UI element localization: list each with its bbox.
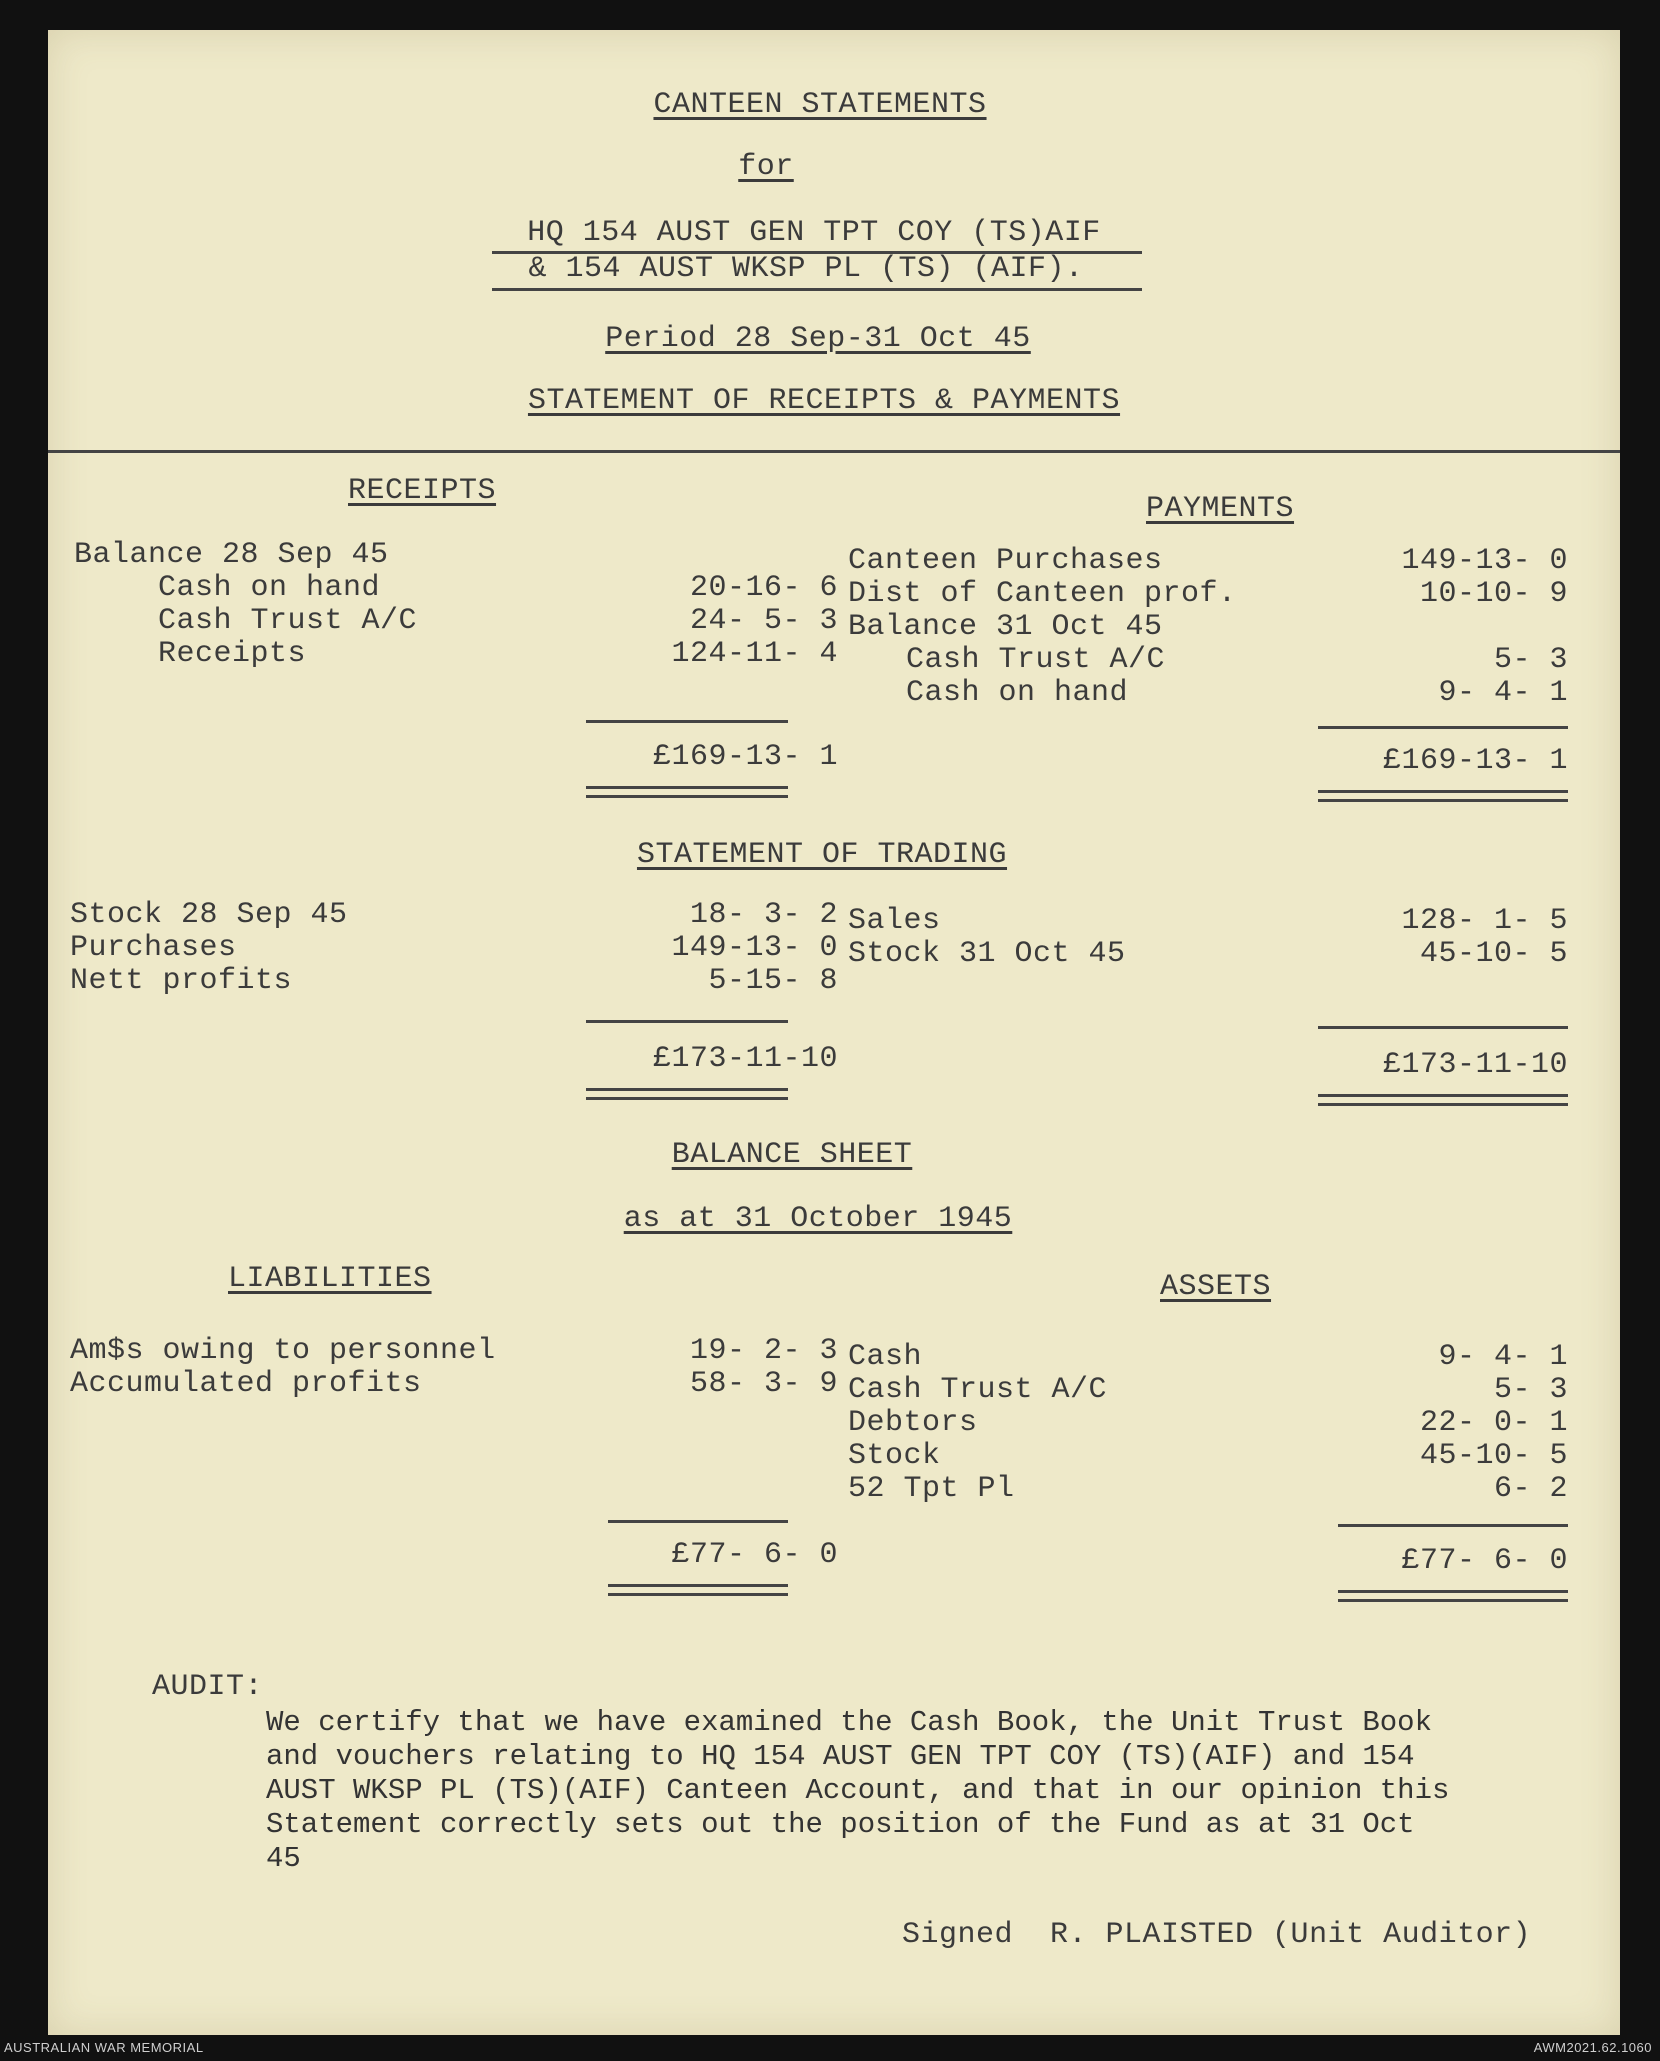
for-line: for — [738, 150, 794, 184]
receipts-row-amount: 20-16- 6 — [689, 571, 838, 605]
liabilities-row-amount: 58- 3- 9 — [689, 1367, 838, 1401]
receipts-total: £169-13- 1 — [652, 740, 838, 774]
trading-left-total-double-rule — [586, 1088, 788, 1100]
auditor-signature-line: Signed R. PLAISTED (Unit Auditor) — [902, 1918, 1532, 1952]
trading-left-subtotal-rule — [586, 1020, 788, 1023]
liabilities-row-amount: 19- 2- 3 — [689, 1334, 838, 1368]
liabilities-total: £77- 6- 0 — [671, 1538, 838, 1572]
trading-left-amount: 5-15- 8 — [708, 964, 838, 998]
section-title-balance-sheet: BALANCE SHEET — [671, 1138, 913, 1172]
audit-text-line: and vouchers relating to HQ 154 AUST GEN TPT COY (TS)(AIF) and 154 — [266, 1740, 1415, 1773]
receipts-subtotal-rule — [586, 720, 788, 723]
trading-right-amount: 128- 1- 5 — [1401, 904, 1568, 938]
section-title-receipts-payments: STATEMENT OF RECEIPTS & PAYMENTS — [527, 384, 1121, 418]
assets-subtotal-rule — [1338, 1524, 1568, 1527]
trading-left-amount: 18- 3- 2 — [689, 898, 838, 932]
audit-text-line: We certify that we have examined the Cash Book, the Unit Trust Book — [266, 1706, 1432, 1739]
assets-total-double-rule — [1338, 1590, 1568, 1602]
payments-row-label: Canteen Purchases — [848, 544, 1163, 578]
assets-row-amount: 6- 2 — [1493, 1472, 1568, 1506]
receipts-row-label: Cash Trust A/C — [158, 604, 418, 638]
assets-row-label: Cash — [848, 1340, 923, 1374]
assets-row-label: Cash Trust A/C — [848, 1373, 1108, 1407]
trading-left-label: Nett profits — [70, 964, 293, 998]
receipts-heading: RECEIPTS — [348, 474, 497, 508]
payments-heading: PAYMENTS — [1146, 492, 1295, 526]
trading-right-total: £173-11-10 — [1382, 1048, 1568, 1082]
receipts-row-label: Cash on hand — [158, 571, 381, 605]
liabilities-row-label: Am$s owing to personnel — [70, 1334, 496, 1368]
liabilities-row-label: Accumulated profits — [70, 1367, 422, 1401]
trading-right-label: Sales — [848, 904, 941, 938]
period-line: Period 28 Sep-31 Oct 45 — [605, 322, 1031, 356]
assets-row-amount: 22- 0- 1 — [1419, 1406, 1568, 1440]
assets-heading: ASSETS — [1160, 1270, 1272, 1304]
trading-left-amount: 149-13- 0 — [671, 931, 838, 965]
archive-footer-right: AWM2021.62.1060 — [1533, 2040, 1652, 2055]
payments-row-amount: 9- 4- 1 — [1438, 676, 1568, 710]
payments-row-amount: 149-13- 0 — [1401, 544, 1568, 578]
unit-underline-2 — [492, 288, 1142, 291]
unit-line-2: & 154 AUST WKSP PL (TS) (AIF). — [528, 252, 1084, 286]
receipts-row-label: Balance 28 Sep 45 — [74, 538, 389, 572]
payments-total-double-rule — [1318, 790, 1568, 802]
trading-left-label: Purchases — [70, 931, 237, 965]
trading-right-total-double-rule — [1318, 1094, 1568, 1106]
full-width-divider — [48, 450, 1620, 453]
unit-line-1: HQ 154 AUST GEN TPT COY (TS)AIF — [527, 216, 1101, 250]
assets-row-amount: 45-10- 5 — [1419, 1439, 1568, 1473]
audit-heading: AUDIT: — [152, 1670, 264, 1704]
trading-left-label: Stock 28 Sep 45 — [70, 898, 348, 932]
assets-row-amount: 9- 4- 1 — [1438, 1340, 1568, 1374]
assets-row-label: 52 Tpt Pl — [848, 1472, 1015, 1506]
trading-left-total: £173-11-10 — [652, 1042, 838, 1076]
balance-sheet-date: as at 31 October 1945 — [623, 1202, 1013, 1236]
audit-text-line: Statement correctly sets out the position of the Fund as at 31 Oct — [266, 1808, 1415, 1841]
audit-text-line: AUST WKSP PL (TS)(AIF) Canteen Account, and that in our opinion this — [266, 1774, 1450, 1807]
receipts-row-amount: 124-11- 4 — [671, 637, 838, 671]
payments-row-amount: 5- 3 — [1493, 643, 1568, 677]
trading-right-amount: 45-10- 5 — [1419, 937, 1568, 971]
trading-right-subtotal-rule — [1318, 1026, 1568, 1029]
archive-footer-left: AUSTRALIAN WAR MEMORIAL — [4, 2040, 204, 2055]
audit-text-line: 45 — [266, 1842, 301, 1875]
liabilities-heading: LIABILITIES — [228, 1262, 432, 1296]
document-title: CANTEEN STATEMENTS — [653, 88, 987, 122]
liabilities-subtotal-rule — [608, 1520, 788, 1523]
receipts-total-double-rule — [586, 786, 788, 798]
payments-row-label: Balance 31 Oct 45 — [848, 610, 1163, 644]
payments-subtotal-rule — [1318, 726, 1568, 729]
payments-row-label: Cash Trust A/C — [906, 643, 1166, 677]
payments-row-label: Dist of Canteen prof. — [848, 577, 1237, 611]
receipts-row-label: Receipts — [158, 637, 307, 671]
payments-total: £169-13- 1 — [1382, 744, 1568, 778]
assets-total: £77- 6- 0 — [1401, 1544, 1568, 1578]
liabilities-total-double-rule — [608, 1584, 788, 1596]
section-title-trading: STATEMENT OF TRADING — [636, 838, 1008, 872]
assets-row-amount: 5- 3 — [1493, 1373, 1568, 1407]
receipts-row-amount: 24- 5- 3 — [689, 604, 838, 638]
trading-right-label: Stock 31 Oct 45 — [848, 937, 1126, 971]
assets-row-label: Stock — [848, 1439, 941, 1473]
payments-row-label: Cash on hand — [906, 676, 1129, 710]
assets-row-label: Debtors — [848, 1406, 978, 1440]
payments-row-amount: 10-10- 9 — [1419, 577, 1568, 611]
document-page — [48, 30, 1620, 2035]
